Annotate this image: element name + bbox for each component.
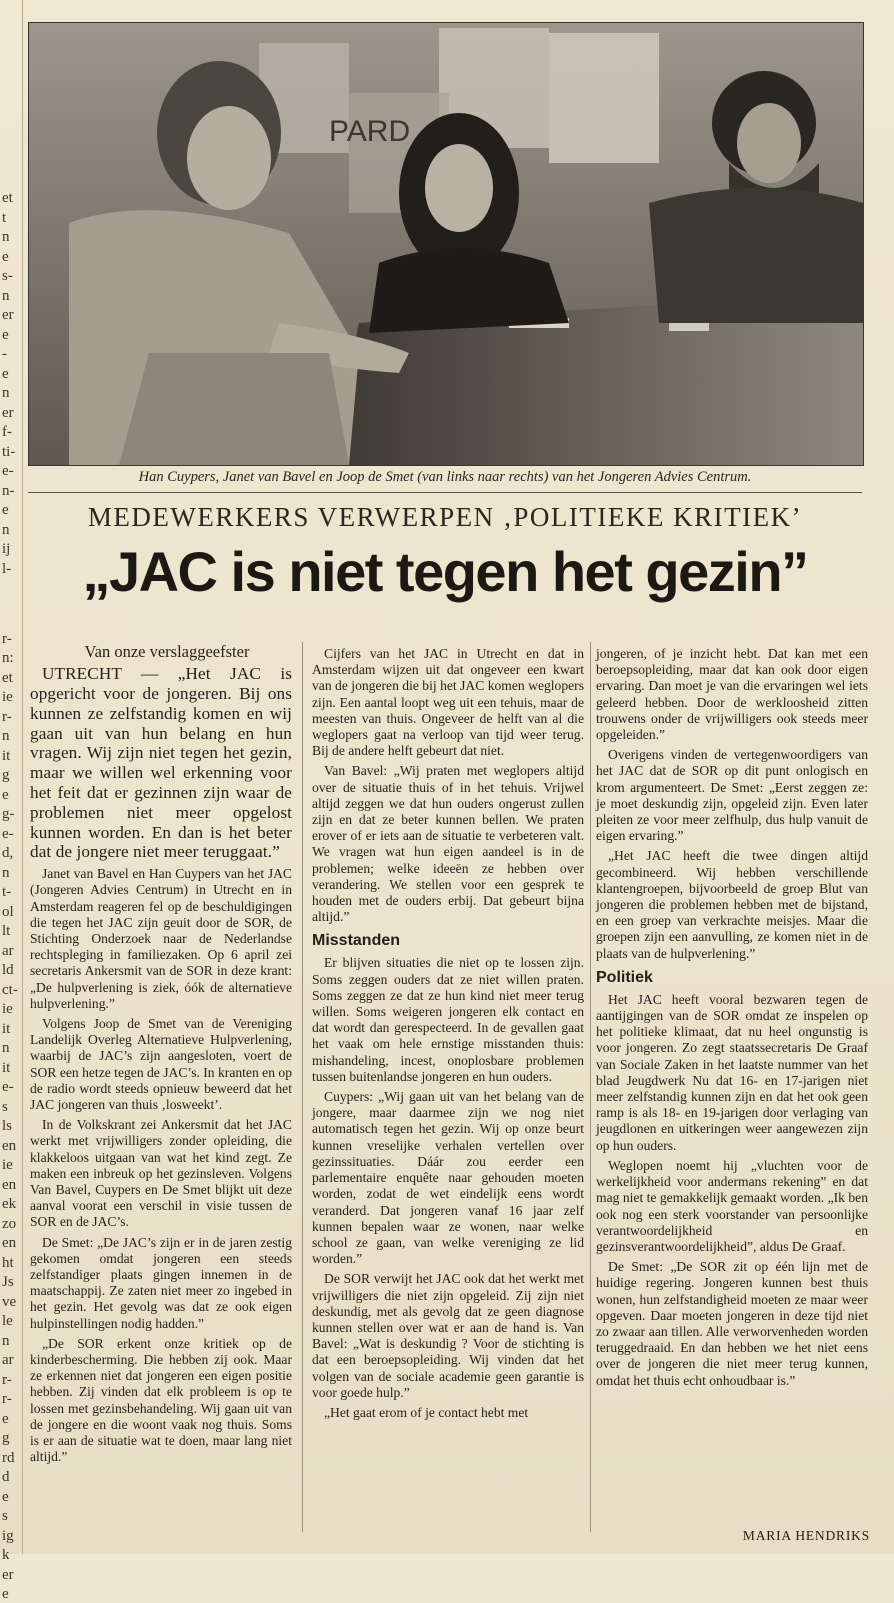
bleed-fragment: e <box>2 786 9 803</box>
bleed-fragment: k <box>2 1547 10 1563</box>
paragraph: Het JAC heeft vooral bezwaren tegen de aantijgingen van de SOR omdat ze inspelen op het politieke klimaat, dat nu heel ongunstig is voor jongeren. Zo zegt staatssecretaris De Graaf van Sociale Zaken in het laatste nummer van het blad Jeugdwerk Nu dat 16- en 17-jarigen niet meer zelfstandig kunnen zijn en dat het ook geen ramp is als 18- en 19-jarigen door verlaging van jeugdlonen en uitkeringen weer aangewezen zijn op hun ouders. <box>596 991 868 1153</box>
bleed-fragment: l- <box>2 560 12 577</box>
photo-sign-text: PARD <box>329 115 411 148</box>
bleed-fragment: en <box>2 1235 17 1251</box>
paragraph: jongeren, of je inzicht hebt. Dat kan met een beroepsopleiding, maar dat kan ook door eigen ervaring. Dan moet je van die ervaringen wel iets geleerd hebben. Door de werkloosheid zitten trouwens onder de vrijwilligers ook steeds meer opgeleiden.” <box>596 646 868 743</box>
bleed-fragment: er <box>2 307 14 323</box>
paragraph: Cijfers van het JAC in Utrecht en dat in Amsterdam wijzen uit dat ongeveer een kwart van de jongeren die bij het JAC komen weglopers zijn. Een aantal loopt weg uit een tehuis, maar de meesten van thuis. Ongeveer de helft van al die weglopers gaat na verloop van tijd weer terug. Bij de andere helft gebeurt dat niet. <box>312 646 584 759</box>
article-kicker: MEDEWERKERS VERWERPEN ‚POLITIEKE KRITIEK’ <box>87 502 803 532</box>
bleed-fragment: d, <box>2 845 14 861</box>
bleed-fragment: n- <box>2 482 15 499</box>
column-rule <box>590 642 591 1532</box>
bleed-fragment: s <box>2 1508 8 1524</box>
bleed-fragment: n <box>2 1040 10 1056</box>
photo-caption: Han Cuypers, Janet van Bavel en Joop de Smet (van links naar rechts) van het Jongeren Advies Centrum. <box>138 469 752 485</box>
bleed-fragment: ie <box>2 1157 13 1173</box>
bleed-fragment: ve <box>2 1293 17 1310</box>
bleed-fragment: n <box>2 728 10 744</box>
bleed-fragment: e <box>2 1488 9 1505</box>
bleed-fragment: ek <box>2 1196 17 1212</box>
subheading-misstanden: Misstanden <box>312 932 401 950</box>
paragraph: Janet van Bavel en Han Cuypers van het JAC (Jongeren Advies Centrum) in Utrecht en in Amsterdam reageren fel op de beschuldigingen die tegen het JAC zijn geuit door de SOR, de Stichting Onderzoek naar de Nederlandse rechtspleging in familiezaken. Op 6 april zei secretaris Ankersmit van de SOR in deze krant: „De hulpverlening is ziek, óók de alternatieve hulpverlening.” <box>30 866 292 1011</box>
author-signature: MARIA HENDRIKS <box>742 1528 870 1543</box>
bleed-fragment: ld <box>2 962 14 978</box>
article-column-1 <box>30 644 292 1469</box>
bleed-fragment: n <box>2 864 10 881</box>
paragraph: Van Bavel: „Wij praten met weglopers altijd over de situatie thuis of in het tehuis. Vrijwel altijd zeggen we dat hun ouders ongerust zullen zijn en dat ze beter kunnen bellen. We praten erover of er iets aan de situatie te verbeteren valt. We vragen wat hun eigen aandeel is in de problemen; welke ideeën ze hebben over verandering. We stellen voor een gesprek te houden met de ouders erbij. Dat gebeurt bijna altijd.” <box>312 763 584 925</box>
bleed-fragment: zo <box>2 1215 17 1232</box>
bleed-fragment: it <box>2 1020 11 1037</box>
bleed-fragment: er <box>2 404 14 421</box>
bleed-fragment: n <box>2 521 10 538</box>
bleed-fragment: n <box>2 229 10 245</box>
bleed-fragment: ij <box>2 541 11 557</box>
lead-paragraph: UTRECHT — „Het JAC is opgericht voor de jongeren. Bij ons kunnen ze zelfstandig komen en wij gaan uit van hun belang en hun vragen. Wij zijn niet tegen het gezin, maar we willen wel erkenning voor het feit dat er gezinnen zijn waar de problemen niet meer opgelost kunnen worden. En dan is het beter dat de jongere niet meer teruggaat.” <box>30 664 292 862</box>
bleed-fragment: ie <box>2 1001 13 1017</box>
bleed-fragment: ti- <box>2 443 16 460</box>
bleed-fragment: - <box>2 346 7 362</box>
column-rule <box>302 642 303 1532</box>
bleed-fragment: ct- <box>2 981 18 998</box>
bleed-fragment: it <box>2 747 11 764</box>
bleed-fragment: ar <box>2 1352 14 1368</box>
bleed-fragment: e <box>2 365 9 382</box>
article-headline: „JAC is niet tegen het gezin” <box>82 540 808 603</box>
bleed-fragment: et <box>2 190 13 206</box>
bleed-fragment: n: <box>2 650 14 666</box>
paragraph: De Smet: „De JAC’s zijn er in de jaren zestig gekomen omdat jongeren een steeds zelfstandiger plaats gingen innemen in de maatschappij. Ze zaten niet meer zo ingebed in het gezin. Het gevolg was dat ze ook eigen hulpinstellingen nodig hadden.” <box>30 1234 292 1331</box>
article-column-2 <box>312 646 584 1425</box>
bleed-fragment: en <box>2 1176 17 1193</box>
bleed-fragment: s- <box>2 268 13 284</box>
adjacent-article-bleed <box>0 0 23 1602</box>
bleed-fragment: lt <box>2 923 11 939</box>
bleed-fragment: t <box>2 209 7 226</box>
bleed-fragment: it <box>2 1059 11 1076</box>
bleed-fragment: Js <box>2 1274 14 1290</box>
bleed-fragment: t- <box>2 884 12 900</box>
bleed-fragment: n <box>2 287 10 304</box>
bleed-fragment: ie <box>2 689 13 705</box>
bleed-fragment: er <box>2 1566 14 1583</box>
bleed-fragment: g <box>2 1430 10 1446</box>
bleed-fragment: e <box>2 1410 9 1427</box>
bleed-fragment: e- <box>2 825 14 842</box>
bleed-fragment: r- <box>2 1371 12 1388</box>
bleed-fragment: en <box>2 1137 17 1154</box>
bleed-fragment: r- <box>2 708 12 725</box>
bleed-fragment: ls <box>2 1118 13 1134</box>
bleed-fragment: e <box>2 1586 9 1602</box>
bleed-fragment: n <box>2 385 10 401</box>
bleed-fragment: n <box>2 1332 10 1349</box>
paragraph: Volgens Joop de Smet van de Vereniging Landelijk Overleg Alternatieve Hulpverlening, waarbij de JAC’s zijn aangesloten, voert de SOR een hetze tegen de JAC’s. In kranten en op de radio wordt steeds opnieuw beweerd dat het JAC jongeren van thuis ‚losweekt’. <box>30 1016 292 1113</box>
bleed-fragment: le <box>2 1313 13 1329</box>
bleed-fragment: f- <box>2 424 12 440</box>
bleed-fragment: e- <box>2 1079 14 1095</box>
caption-rule <box>28 492 862 493</box>
paragraph: „Het gaat erom of je contact hebt met <box>324 1404 529 1420</box>
bleed-fragment: e- <box>2 463 14 479</box>
bleed-fragment: d <box>2 1469 10 1485</box>
paragraph: „De SOR erkent onze kritiek op de kinderbescherming. Die hebben zij ook. Maar ze erkennen niet dat jongeren een eigen positie hebben. Zij vinden dat elk probleem is op te lossen met gezinsbehandeling. Wij gaan uit van de jongere en die woont vaak nog thuis. Soms is er aan de situatie wat te doen, maar lang niet altijd.” <box>30 1335 292 1465</box>
photo-illustration <box>29 23 863 465</box>
bleed-fragment: g <box>2 767 10 783</box>
article-photo <box>28 22 864 466</box>
bleed-fragment: r- <box>2 630 12 647</box>
paragraph: Cuypers: „Wij gaan uit van het belang van de jongere, maar daarmee zijn we nog niet automatisch tegen het gezin. Wij op onze beurt kunnen vreselijke verhalen vertellen over gezinssituaties. Dáár zou eerder een parlementaire enquête naar gehouden moeten worden, zodat de wet eindelijk eens wordt veranderd. Dat jongeren vanaf 16 jaar zelf kunnen bepalen waar ze wonen, naar welke school ze gaan, van welke vereniging ze lid worden.” <box>312 1089 584 1267</box>
paragraph: De SOR verwijt het JAC ook dat het werkt met vrijwilligers die niet zijn opgeleid. Zij zijn niet deskundig, met als gevolg dat ze geen diagnose kunnen stellen over wat er aan de hand is. Van Bavel: „Wat is deskundig ? Voor de stichting is dat een beroepsopleiding. Wij vinden dat het volgen van de sociale academie geen garantie is voor goede hulp.” <box>312 1271 584 1400</box>
bleed-fragment: e <box>2 502 9 518</box>
byline: Van onze verslaggeefster <box>84 642 250 661</box>
bleed-fragment: et <box>2 669 13 686</box>
bleed-fragment: rd <box>2 1449 15 1466</box>
paragraph: In de Volkskrant zei Ankersmit dat het JAC werkt met vrijwilligers zonder opleiding, die klakkeloos uitgaan van wat het kind zegt. Ze maken een inbreuk op het gezinsleven. Volgens Van Bavel, Cuypers en De Smet blijkt uit deze aanval voorat een verschil in visie tussen de SOR en de JAC’s. <box>30 1117 292 1230</box>
paragraph: Overigens vinden de vertegenwoordigers van het JAC dat de SOR op dit punt onlogisch en krom argumenteert. De Smet: „Eerst zeggen ze: je moet deskundig zijn, opgeleid zijn. Even later pleiten ze voor meer zelfhulp, dus hulp vanuit de eigen ervaring.” <box>596 747 868 844</box>
bleed-fragment: s <box>2 1098 8 1115</box>
bleed-fragment: e <box>2 248 9 265</box>
bleed-fragment: ar <box>2 942 14 959</box>
article-column-3 <box>596 646 868 1393</box>
paragraph: Weglopen noemt hij „vluchten voor de werkelijkheid voor andermans rekening” en dat mag niet te gemakkelijk gemaakt worden. „Ik ben ook nog een sterk voorstander van persoonlijke verantwoordelijkheid en gezinsverantwoordelijkheid”, aldus De Graaf. <box>596 1157 868 1254</box>
paragraph: „Het JAC heeft die twee dingen altijd gecombineerd. Wij hebben verschillende klantengroepen, bijvoorbeeld de groep Blut van jongeren die problemen hebben met de bijstand, en een groep van verkrachte meisjes. Maar die groepen zijn een aanvulling, ze komen niet in de plaats van de hulpverlening.” <box>596 848 868 961</box>
bleed-fragment: ol <box>2 903 14 920</box>
paragraph: Er blijven situaties die niet op te lossen zijn. Soms zeggen ouders dat ze niet willen praten. Soms zeggen ze dat ze hun kind niet meer terug willen. Soms weigeren jongeren elk contact en dat wordt dan gerespecteerd. In de gevallen gaat het vaak om hele ernstige misstanden thuis: mishandeling, incest, onoplosbare problemen tussen buitenlandse jongeren en hun ouders. <box>312 955 584 1084</box>
bleed-fragment: ig <box>2 1527 14 1544</box>
bleed-fragment: e <box>2 326 9 343</box>
bleed-fragment: r- <box>2 1391 12 1407</box>
bleed-fragment: ht <box>2 1254 14 1271</box>
subheading-politiek: Politiek <box>596 968 653 986</box>
paragraph: De Smet: „De SOR zit op één lijn met de huidige regering. Jongeren kunnen best thuis wonen, hun zelfstandigheid moeten ze maar weer opgeven. Daar moeten jongeren in deze tijd niet zo zwaar aan tillen. Alle verworvenheden worden teruggedraaid. En dan hebben we het niet eens over de jongeren die niet meer terug kunnen, omdat het thuis echt onhoudbaar is.” <box>596 1259 868 1388</box>
bleed-fragment: g- <box>2 806 15 822</box>
